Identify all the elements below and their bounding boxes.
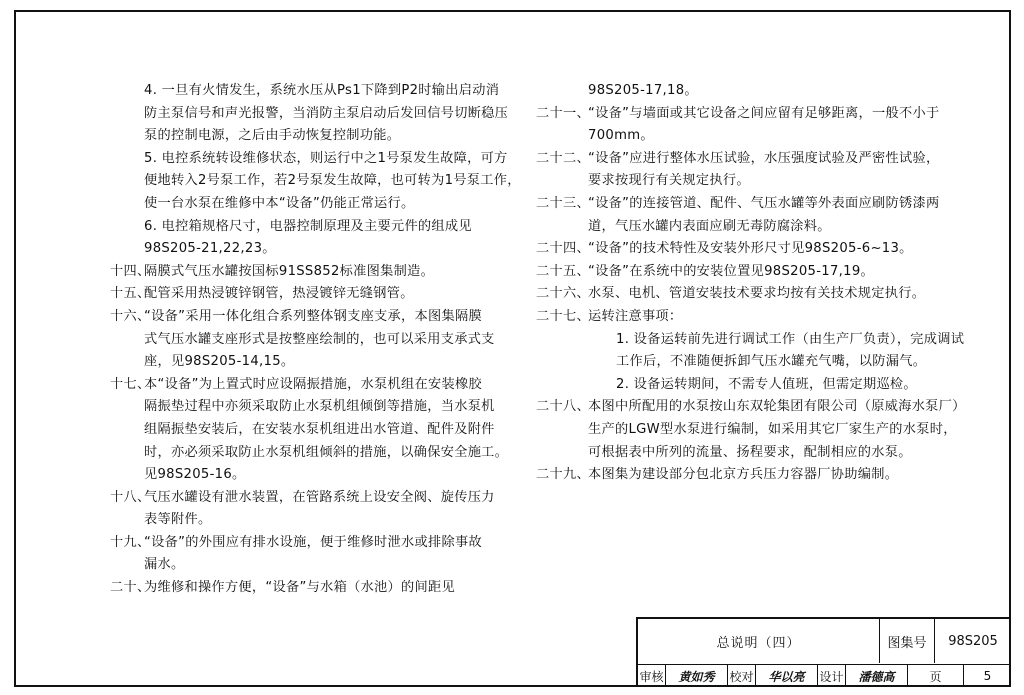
note-text: 2. 设备运转期间，不需专人值班，但需定期巡检。: [616, 376, 917, 392]
note-line: [110, 532, 505, 555]
note-line: [110, 374, 505, 397]
note-number: [110, 351, 142, 374]
note-text: 要求按现行有关规定执行。: [588, 173, 750, 189]
note-text: 表等附件。: [144, 512, 212, 528]
note-number: [536, 216, 586, 239]
note-text: 本“设备”为上置式时应设隔振措施，水泵机组在安装橡胶: [144, 376, 482, 392]
note-line: [110, 148, 508, 171]
design-label: 设计: [818, 665, 846, 687]
note-number: 十五、: [110, 286, 151, 302]
note-line: [110, 487, 505, 510]
note-text: “设备”与墙面或其它设备之间应留有足够距离，一般不小于: [588, 105, 940, 121]
note-line: [110, 442, 509, 465]
note-text: “设备”应进行整体水压试验，水压强度试验及严密性试验，: [588, 150, 940, 166]
note-line: [536, 329, 965, 352]
note-text: 式气压水罐支座形式是按整座绘制的，也可以采用支承式支: [144, 331, 495, 347]
note-line: [536, 283, 931, 306]
note-number: [110, 464, 142, 487]
note-number: 二十七、: [536, 308, 590, 324]
note-number: [110, 80, 142, 103]
note-line: [536, 464, 931, 487]
note-number: 二十八、: [536, 399, 590, 415]
note-line: [110, 238, 505, 261]
note-text: 便地转入2号泵工作，若2号泵发生故障，也可转为1号泵工作，: [144, 173, 521, 189]
note-number: [110, 103, 142, 126]
note-number: [110, 442, 142, 465]
review-label: 审核: [638, 665, 666, 687]
note-number: [536, 329, 586, 352]
note-text: 98S205-17,18。: [588, 83, 698, 98]
note-number: [110, 509, 142, 532]
note-number: [536, 351, 586, 374]
note-line: [536, 396, 966, 419]
note-line: [110, 396, 505, 419]
note-number: 二十五、: [536, 263, 590, 279]
note-number: [536, 374, 586, 397]
atlas-number-label: 图集号: [880, 619, 935, 663]
page-label: 页: [908, 665, 964, 687]
note-number: [110, 554, 142, 577]
note-text: 98S205-21,22,23。: [144, 241, 276, 257]
note-number: 二十九、: [536, 467, 590, 483]
note-text: 5. 电控系统转设维修状态，则运行中之1号泵发生故障，可方: [144, 150, 508, 166]
note-text: 道，气压水罐内表面应刷无毒防腐涂料。: [588, 218, 831, 234]
note-number: [110, 396, 142, 419]
note-line: [110, 329, 505, 352]
note-number: 二十二、: [536, 150, 590, 166]
note-line: [110, 125, 505, 148]
note-number: [536, 80, 586, 103]
note-text: 水泵、电机、管道安装技术要求均按有关技术规定执行。: [588, 286, 926, 302]
note-text: “设备”在系统中的安装位置见98S205-17,19。: [588, 263, 875, 279]
note-number: [110, 170, 142, 193]
note-line: [536, 125, 931, 148]
note-number: [110, 238, 142, 261]
note-text: 为维修和操作方便，“设备”与水箱（水池）的间距见: [144, 580, 455, 596]
note-line: [536, 238, 931, 261]
note-number: [110, 125, 142, 148]
note-line: [536, 148, 940, 171]
note-line: [536, 419, 957, 442]
page-number: 5: [983, 669, 992, 683]
note-line: [110, 283, 505, 306]
note-number: 二十三、: [536, 195, 590, 211]
notes-right-column: [536, 80, 966, 487]
note-line: [536, 374, 931, 397]
note-line: [536, 306, 931, 329]
review-signature: 黄如秀: [666, 665, 728, 687]
note-line: [110, 170, 521, 193]
note-text: 配管采用热浸镀锌钢管，热浸镀锌无缝钢管。: [144, 286, 414, 302]
note-number: 二十六、: [536, 286, 590, 302]
note-text: 防主泵信号和声光报警，当消防主泵启动后发回信号切断稳压: [144, 105, 509, 121]
note-text: 见98S205-16。: [144, 467, 246, 483]
note-text: “设备”的技术特性及安装外形尺寸见98S205-6~13。: [588, 241, 913, 257]
note-number: [110, 419, 142, 442]
note-line: [110, 577, 505, 600]
note-text: 可根据表中所列的流量、扬程要求，配制相应的水泵。: [588, 444, 912, 460]
design-signature: 潘德高: [846, 665, 908, 687]
note-number: 十九、: [110, 534, 151, 550]
title-block-sign-row: [638, 665, 1011, 687]
note-text: 工作后，不准随便拆卸气压水罐充气嘴，以防漏气。: [616, 354, 927, 370]
note-text: 1. 设备运转前先进行调试工作（由生产厂负责），完成调试: [616, 331, 965, 347]
note-number: [110, 148, 142, 171]
note-number: 二十一、: [536, 105, 590, 121]
sheet-title: 总说明（四）: [638, 619, 880, 663]
title-block-top-row: [638, 619, 1011, 665]
note-line: [536, 103, 940, 126]
note-line: [536, 216, 931, 239]
note-number: 二十、: [110, 580, 151, 596]
note-text: 隔膜式气压水罐按国标91SS852标准图集制造。: [144, 263, 435, 279]
title-block: [636, 617, 1011, 687]
note-line: [110, 261, 505, 284]
note-line: [536, 442, 931, 465]
note-line: [536, 80, 931, 103]
note-number: [536, 170, 586, 193]
note-number: [536, 442, 586, 465]
atlas-number: 98S205: [948, 633, 998, 649]
note-line: [110, 193, 505, 216]
note-line: [110, 306, 505, 329]
note-text: 组隔振垫安装后，在安装水泵机组进出水管道、配件及附件: [144, 421, 495, 437]
note-line: [110, 103, 509, 126]
note-line: [536, 170, 931, 193]
note-text: 时，亦必须采取防止水泵机组倾斜的措施，以确保安全施工。: [144, 444, 509, 460]
note-text: 气压水罐设有泄水装置，在管路系统上设安全阀、旋传压力: [144, 489, 495, 505]
note-text: 6. 电控箱规格尺寸，电器控制原理及主要元件的组成见: [144, 218, 472, 234]
notes-left-column: [110, 80, 521, 600]
note-text: 本图中所配用的水泵按山东双轮集团有限公司（原威海水泵厂）: [588, 399, 966, 415]
note-line: [110, 554, 505, 577]
note-line: [110, 419, 505, 442]
note-line: [536, 351, 931, 374]
note-text: 运转注意事项：: [588, 308, 683, 324]
note-number: 十四、: [110, 263, 151, 279]
note-line: [110, 351, 505, 374]
note-number: 二十四、: [536, 241, 590, 257]
note-number: [110, 193, 142, 216]
note-text: 座，见98S205-14,15。: [144, 354, 295, 370]
note-text: 700mm。: [588, 128, 654, 144]
note-line: [110, 464, 505, 487]
note-text: 本图集为建设部分包北京方兵压力容器厂协助编制。: [588, 467, 899, 483]
note-number: [536, 125, 586, 148]
note-text: 生产的LGW型水泵进行编制，如采用其它厂家生产的水泵时，: [588, 421, 957, 437]
note-number: [110, 329, 142, 352]
note-line: [110, 80, 505, 103]
note-text: “设备”采用一体化组合系列整体钢支座支承，本图集隔膜: [144, 308, 482, 324]
note-number: 十六、: [110, 308, 151, 324]
note-number: [536, 419, 586, 442]
note-number: 十七、: [110, 376, 151, 392]
note-text: 泵的控制电源，之后由手动恢复控制功能。: [144, 128, 401, 144]
note-line: [110, 509, 505, 532]
note-text: 4. 一旦有火情发生，系统水压从Ps1下降到P2时输出启动消: [144, 83, 500, 98]
note-number: [110, 216, 142, 239]
note-line: [110, 216, 505, 239]
note-text: “设备”的外围应有排水设施，便于维修时泄水或排除事故: [144, 534, 482, 550]
check-signature: 华以亮: [756, 665, 818, 687]
note-text: 漏水。: [144, 557, 185, 573]
check-label: 校对: [728, 665, 756, 687]
note-text: 隔振垫过程中亦须采取防止水泵机组倾倒等措施，当水泵机: [144, 399, 495, 415]
note-line: [536, 193, 940, 216]
note-line: [536, 261, 931, 284]
note-text: 使一台水泵在维修中本“设备”仍能正常运行。: [144, 195, 415, 211]
note-number: 十八、: [110, 489, 151, 505]
note-text: “设备”的连接管道、配件、气压水罐等外表面应刷防锈漆两: [588, 195, 940, 211]
